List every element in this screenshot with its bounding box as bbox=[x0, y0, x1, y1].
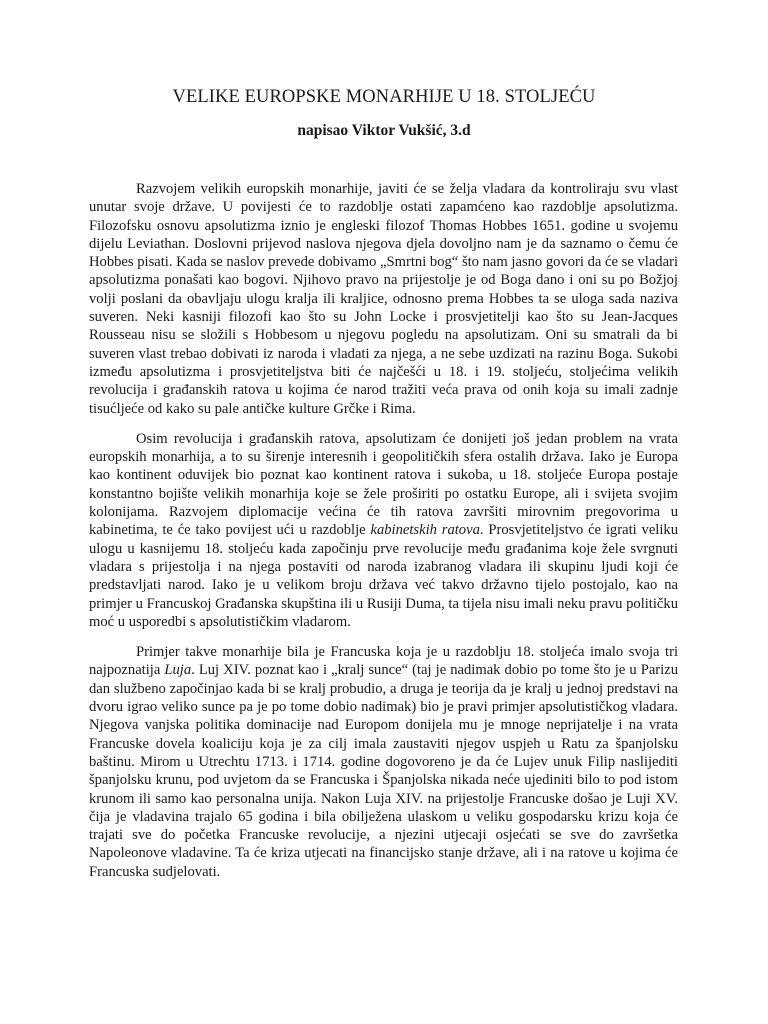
italic-term: kabinetskih ratova bbox=[370, 522, 480, 539]
text-segment: . Prosvjetiteljstvo će igrati veliku ulogu u kasnijemu 18. stoljeću kada započinju prve revolucije među građanima koje žele svrgnuti vladara s prijestolja i na njega postaviti od naroda izabranog vladara ili skupinu ljudi koji će predstavljati narod. Iako je u velikom broju država već takvo državno tijelo postojalo, kao na primjer u Francuskoj Građanska skupština ili u Rusiji Duma, ta tijela nisu imali neku pravu političku moć u usporedbi s apsolutističkim vladarom. bbox=[89, 522, 678, 630]
document-body bbox=[89, 180, 678, 893]
author-line: napisao Viktor Vukšić, 3.d bbox=[297, 122, 471, 139]
document-title: VELIKE EUROPSKE MONARHIJE U 18. STOLJEĆU bbox=[172, 87, 596, 107]
paragraph-2 bbox=[89, 430, 678, 631]
text-segment: Razvojem velikih europskih monarhije, javiti će se želja vladara da kontroliraju svu vlast unutar svoje države. U povijesti će to razdoblje ostati zapamćeno kao razdoblje apsolutizma. Filozofsku osnovu apsolutizma iznio je engleski filozof Thomas Hobbes 1651. godine u svojemu dijelu Leviathan. Doslovni prijevod naslova njegova djela dovoljno nam je da saznamo o čemu će Hobbes pisati. Kada se naslov prevede dobivamo „Smrtni bog“ što nam jasno govori da će se vladari apsolutizma ponašati kao bogovi. Njihovo pravo na prijestolje je od Boga dano i oni su po Božjoj volji poslani da obavljaju ulogu kralja ili kraljice, odnosno prema Hobbes ta se uloga sada naziva suveren. Neki kasniji filozofi kao što su John Locke i prosvjetitelji kao što su Jean-Jacques Rousseau nisu se složili s Hobbesom u njegovu pogledu na apsolutizam. Oni su smatrali da bi suveren vlast trebao dobivati iz naroda i vladati za njega, a ne sebe uzdizati na razinu Boga. Sukobi između apsolutizma i prosvjetiteljstva biti će najčešći u 18. i 19. stoljeću, stoljećima velikih revolucija i građanskih ratova u kojima će narod tražiti veća prava od onih koja su imali zadnje tisućljeće od kako su pale antičke kulture Grčke i Rima. bbox=[89, 181, 678, 417]
paragraph-3 bbox=[89, 643, 678, 881]
text-segment: Primjer takve monarhije bila je Francuska koja je u razdoblju 18. stoljeća imalo svoja tri najpoznatija bbox=[89, 644, 678, 679]
italic-term: Luja bbox=[164, 662, 192, 679]
text-segment: Osim revolucija i građanskih ratova, apsolutizam će donijeti još jedan problem na vrata europskih monarhija, a to su širenje interesnih i geopolitičkih sfera ostalih država. Iako je Europa kao kontinent oduvijek bio poznat kao kontinent ratova i sukoba, u 18. stoljeće Europa postaje konstantno bojište velikih monarhija koje se žele proširiti po ostatku Europe, ali i svijeta svojim kolonijama. Razvojem diplomacije većina će tih ratova završiti mirovnim pregovorima u kabinetima, te će tako povijest ući u razdoblje bbox=[89, 430, 678, 539]
text-segment: . Luj XIV. poznat kao i „kralj sunce“ (taj je nadimak dobio po tome što je u Parizu dan službeno započinjao kada bi se kralj probudio, a druga je teorija da je kralj u jednoj predstavi na dvoru igrao veliko sunce pa je po tome dobio nadimak) bio je pravi primjer apsolutističkog vladara. Njegova vanjska politika dominacije nad Europom donijela mu je mnoge neprijatelje i na vrata Francuske dovela koaliciju koja je za cilj imala zaustaviti njegov uspjeh u Ratu za španjolsku baštinu. Mirom u Utrechtu 1713. i 1714. godine dogovoreno je da će Lujev unuk Filip naslijediti španjolsku krunu, pod uvjetom da se Francuska i Španjolska nikada neće ujediniti bilo to pod istom krunom ili samo kao personalna unija. Nakon Luja XIV. na prijestolje Francuske došao je Luji XV. čija je vladavina trajalo 65 godina i bila obilježena ulaskom u veliku gospodarsku krizu koja će trajati sve do početka Francuske revolucije, a njezini utjecaji osjećati se sve do završetka Napoleonove vladavine. Ta će kriza utjecati na financijsko stanje države, ali i na ratove u kojima će Francuska sudjelovati. bbox=[89, 662, 678, 880]
paragraph-1 bbox=[89, 180, 678, 418]
